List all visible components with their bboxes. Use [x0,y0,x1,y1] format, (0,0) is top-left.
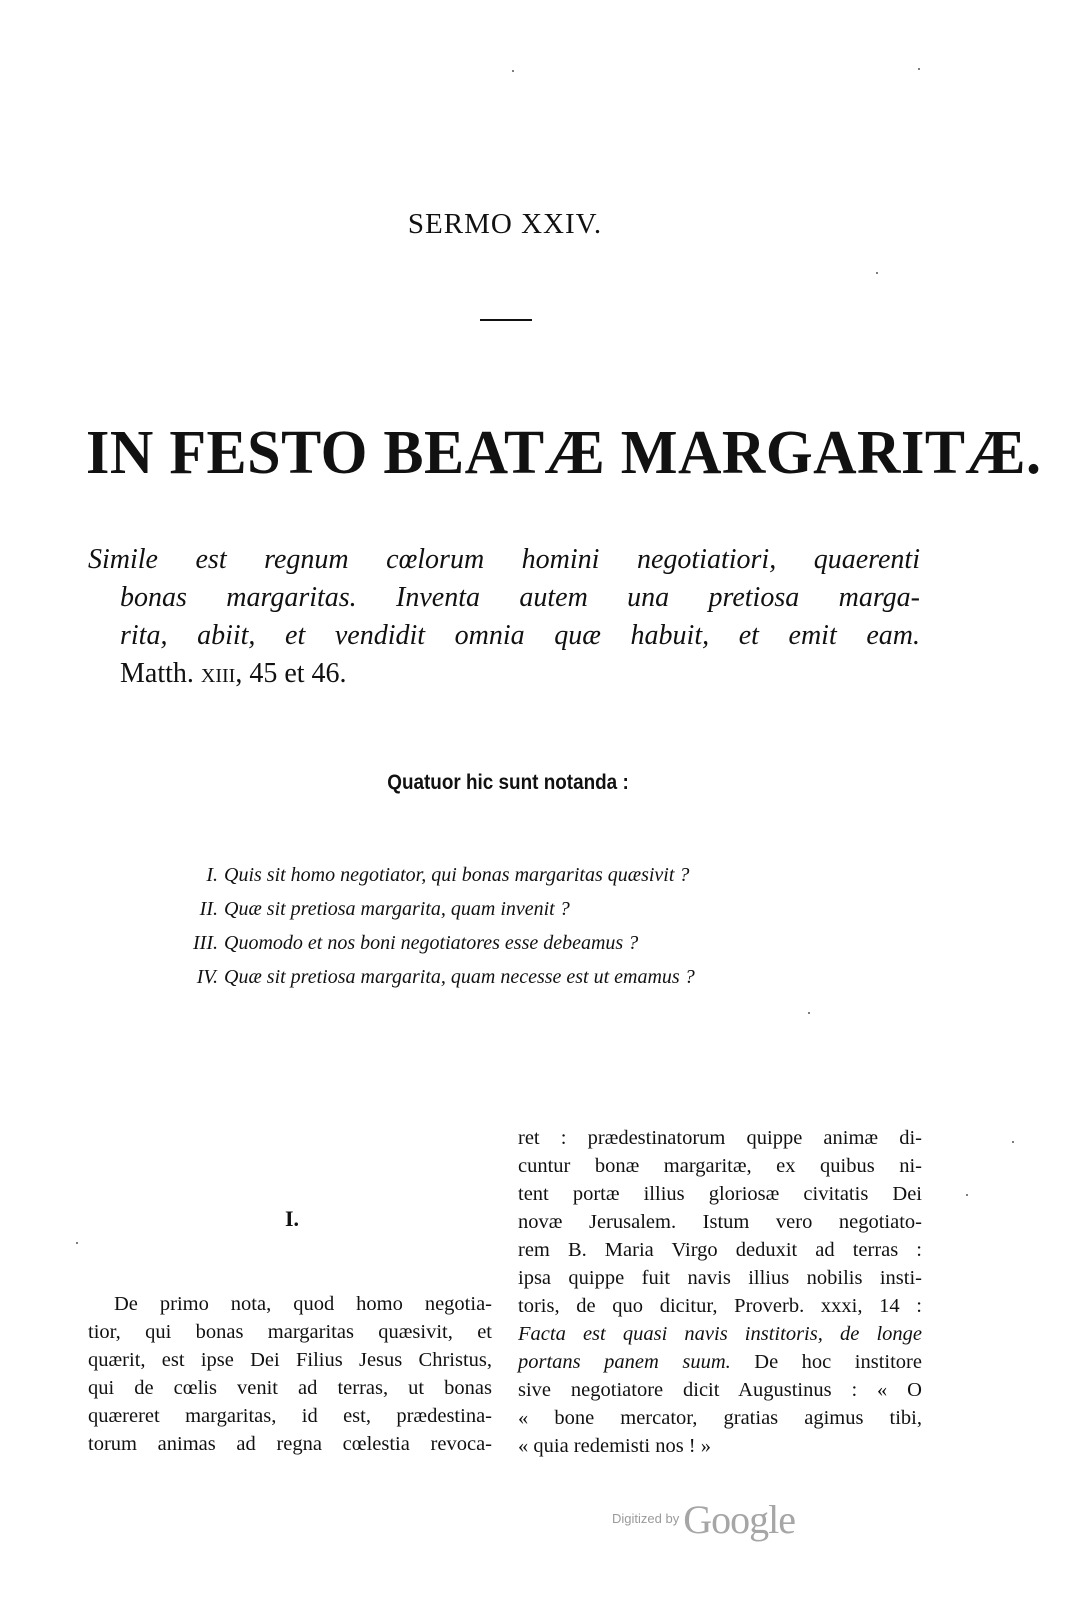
text-line: novæ Jerusalem. Istum vero negotiato- [518,1211,922,1233]
question-text: Quæ sit pretiosa margarita, quam invenit ? [224,898,570,920]
notanda-heading: Quatuor hic sunt notanda : [387,771,629,794]
text-line: torum animas ad regna cœlestia revoca- [88,1433,492,1455]
text-line: « quia redemisti nos ! » [518,1435,712,1457]
section-heading: I. [284,1206,300,1231]
google-logo: Google [683,1497,795,1542]
text-line: rem B. Maria Virgo deduxit ad terras : [518,1239,922,1261]
scan-speck [966,1194,968,1196]
text-line: quæreret margaritas, id est, prædestina- [88,1405,492,1427]
question-text: Quæ sit pretiosa margarita, quam necesse est ut emamus ? [224,966,695,988]
text-line: De primo nota, quod homo negotia- [114,1293,492,1315]
text-line: ret : prædestinatorum quippe animæ di- [518,1127,922,1149]
epigraph-line: Simile est regnum cœlorum homini negotiatiori, quaerenti [88,544,920,575]
scan-speck [808,1012,810,1014]
scripture-reference [88,655,920,693]
digitized-by-label: Digitized by [612,1511,680,1526]
text-line: tent portæ illius gloriosæ civitatis Dei [518,1183,922,1205]
text-line: ipsa quippe fuit navis illius nobilis insti- [518,1267,922,1289]
text-line: toris, de quo dicitur, Proverb. xxxi, 14 : [518,1295,922,1317]
sermon-number: SERMO XXIV. [407,208,603,240]
question-item [168,892,818,926]
question-item [168,858,818,892]
scan-speck [1012,1141,1014,1143]
text-line: « bone mercator, gratias agimus tibi, [518,1407,922,1429]
quoted-line: Facta est quasi navis institoris, de longe [518,1323,922,1345]
reference-book: Matth. [120,658,194,689]
right-column [518,1124,922,1460]
text-line: cuntur bonæ margaritæ, ex quibus ni- [518,1155,922,1177]
question-number: IV. [196,966,218,988]
left-column [88,1290,492,1458]
digitization-watermark [612,1496,795,1543]
title-rule [480,319,532,321]
text-line: quærit, est ipse Dei Filius Jesus Christus, [88,1349,492,1371]
epigraph-line: rita, abiit, et vendidit omnia quæ habuit, et emit eam. [120,620,920,651]
question-number: II. [199,898,218,920]
page-title: IN FESTO BEATÆ MARGARITÆ. [86,419,1042,487]
scan-speck [918,68,920,70]
text-line: tior, qui bonas margaritas quæsivit, et [88,1321,492,1343]
text-line [518,1348,922,1376]
reference-chapter: xiii [200,658,236,689]
question-text: Quis sit homo negotiator, qui bonas margaritas quæsivit ? [224,864,690,886]
scan-speck [876,272,878,274]
question-text: Quomodo et nos boni negotiatores esse debeamus ? [224,932,639,954]
reference-verses: , 45 et 46. [235,658,347,689]
epigraph [88,541,920,693]
quoted-fragment: portans panem suum. [518,1351,731,1373]
questions-list [168,858,818,994]
scan-speck [76,1242,78,1244]
epigraph-line: bonas margaritas. Inventa autem una pretiosa marga- [120,582,920,613]
question-number: III. [193,932,218,954]
text-fragment: De hoc institore [730,1351,922,1373]
text-line: qui de cœlis venit ad terras, ut bonas [88,1377,492,1399]
scan-speck [512,70,514,72]
question-item [168,960,818,994]
question-item [168,926,818,960]
question-number: I. [206,864,218,886]
text-line: sive negotiatore dicit Augustinus : « O [518,1379,922,1401]
